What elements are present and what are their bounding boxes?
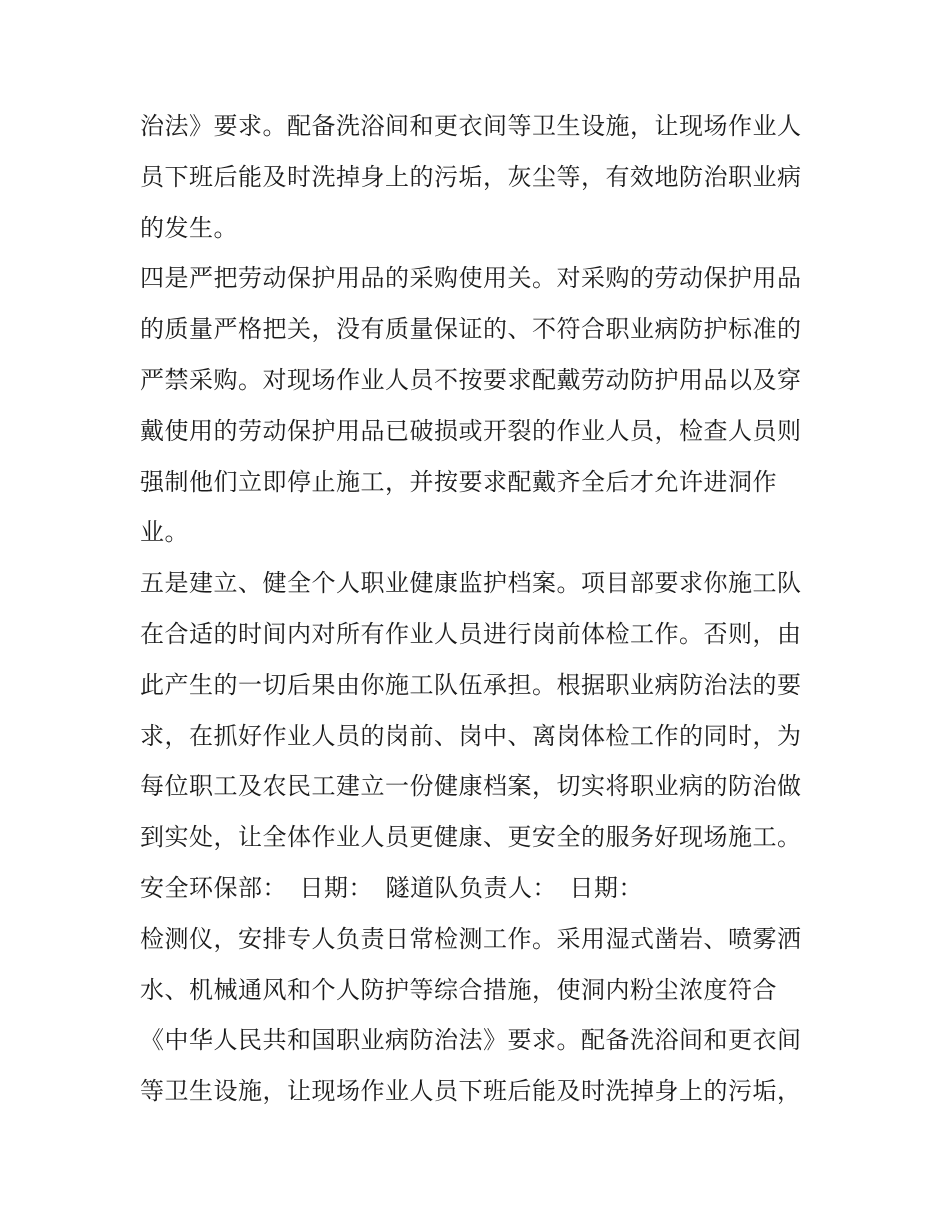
text-line: 严禁采购。对现场作业人员不按要求配戴劳动防护用品以及穿 <box>140 365 802 394</box>
text-line: 检测仪，安排专人负责日常检测工作。采用湿式凿岩、喷雾洒 <box>140 924 802 953</box>
text-line: 的质量严格把关，没有质量保证的、不符合职业病防护标准的 <box>140 315 802 344</box>
text-line: 治法》要求。配备洗浴间和更衣间等卫生设施，让现场作业人 <box>140 112 802 140</box>
text-line: 五是建立、健全个人职业健康监护档案。项目部要求你施工队 <box>140 569 802 598</box>
text-line: 《中华人民共和国职业病防治法》要求。配备洗浴间和更衣间 <box>140 1026 802 1055</box>
text-line: 此产生的一切后果由你施工队伍承担。根据职业病防治法的要 <box>140 670 802 699</box>
text-line: 戴使用的劳动保护用品已破损或开裂的作业人员，检查人员则 <box>140 416 802 445</box>
text-line: 员下班后能及时洗掉身上的污垢，灰尘等，有效地防治职业病 <box>140 162 802 191</box>
text-line: 的发生。 <box>140 213 238 242</box>
text-line: 水、机械通风和个人防护等综合措施，使洞内粉尘浓度符合 <box>140 975 777 1004</box>
text-line: 业。 <box>140 518 189 547</box>
text-line: 等卫生设施，让现场作业人员下班后能及时洗掉身上的污垢， <box>140 1077 802 1106</box>
text-line: 到实处，让全体作业人员更健康、更安全的服务好现场施工。 <box>140 823 802 852</box>
signature-line: 安全环保部： 日期： 隧道队负责人： 日期： <box>140 873 643 902</box>
text-line: 求，在抓好作业人员的岗前、岗中、离岗体检工作的同时，为 <box>140 721 802 750</box>
text-line: 四是严把劳动保护用品的采购使用关。对采购的劳动保护用品 <box>140 264 802 293</box>
text-line: 强制他们立即停止施工，并按要求配戴齐全后才允许进洞作 <box>140 467 777 496</box>
text-line: 每位职工及农民工建立一份健康档案，切实将职业病的防治做 <box>140 772 802 801</box>
text-line: 在合适的时间内对所有作业人员进行岗前体检工作。否则，由 <box>140 619 802 648</box>
body-text <box>140 101 820 1117</box>
